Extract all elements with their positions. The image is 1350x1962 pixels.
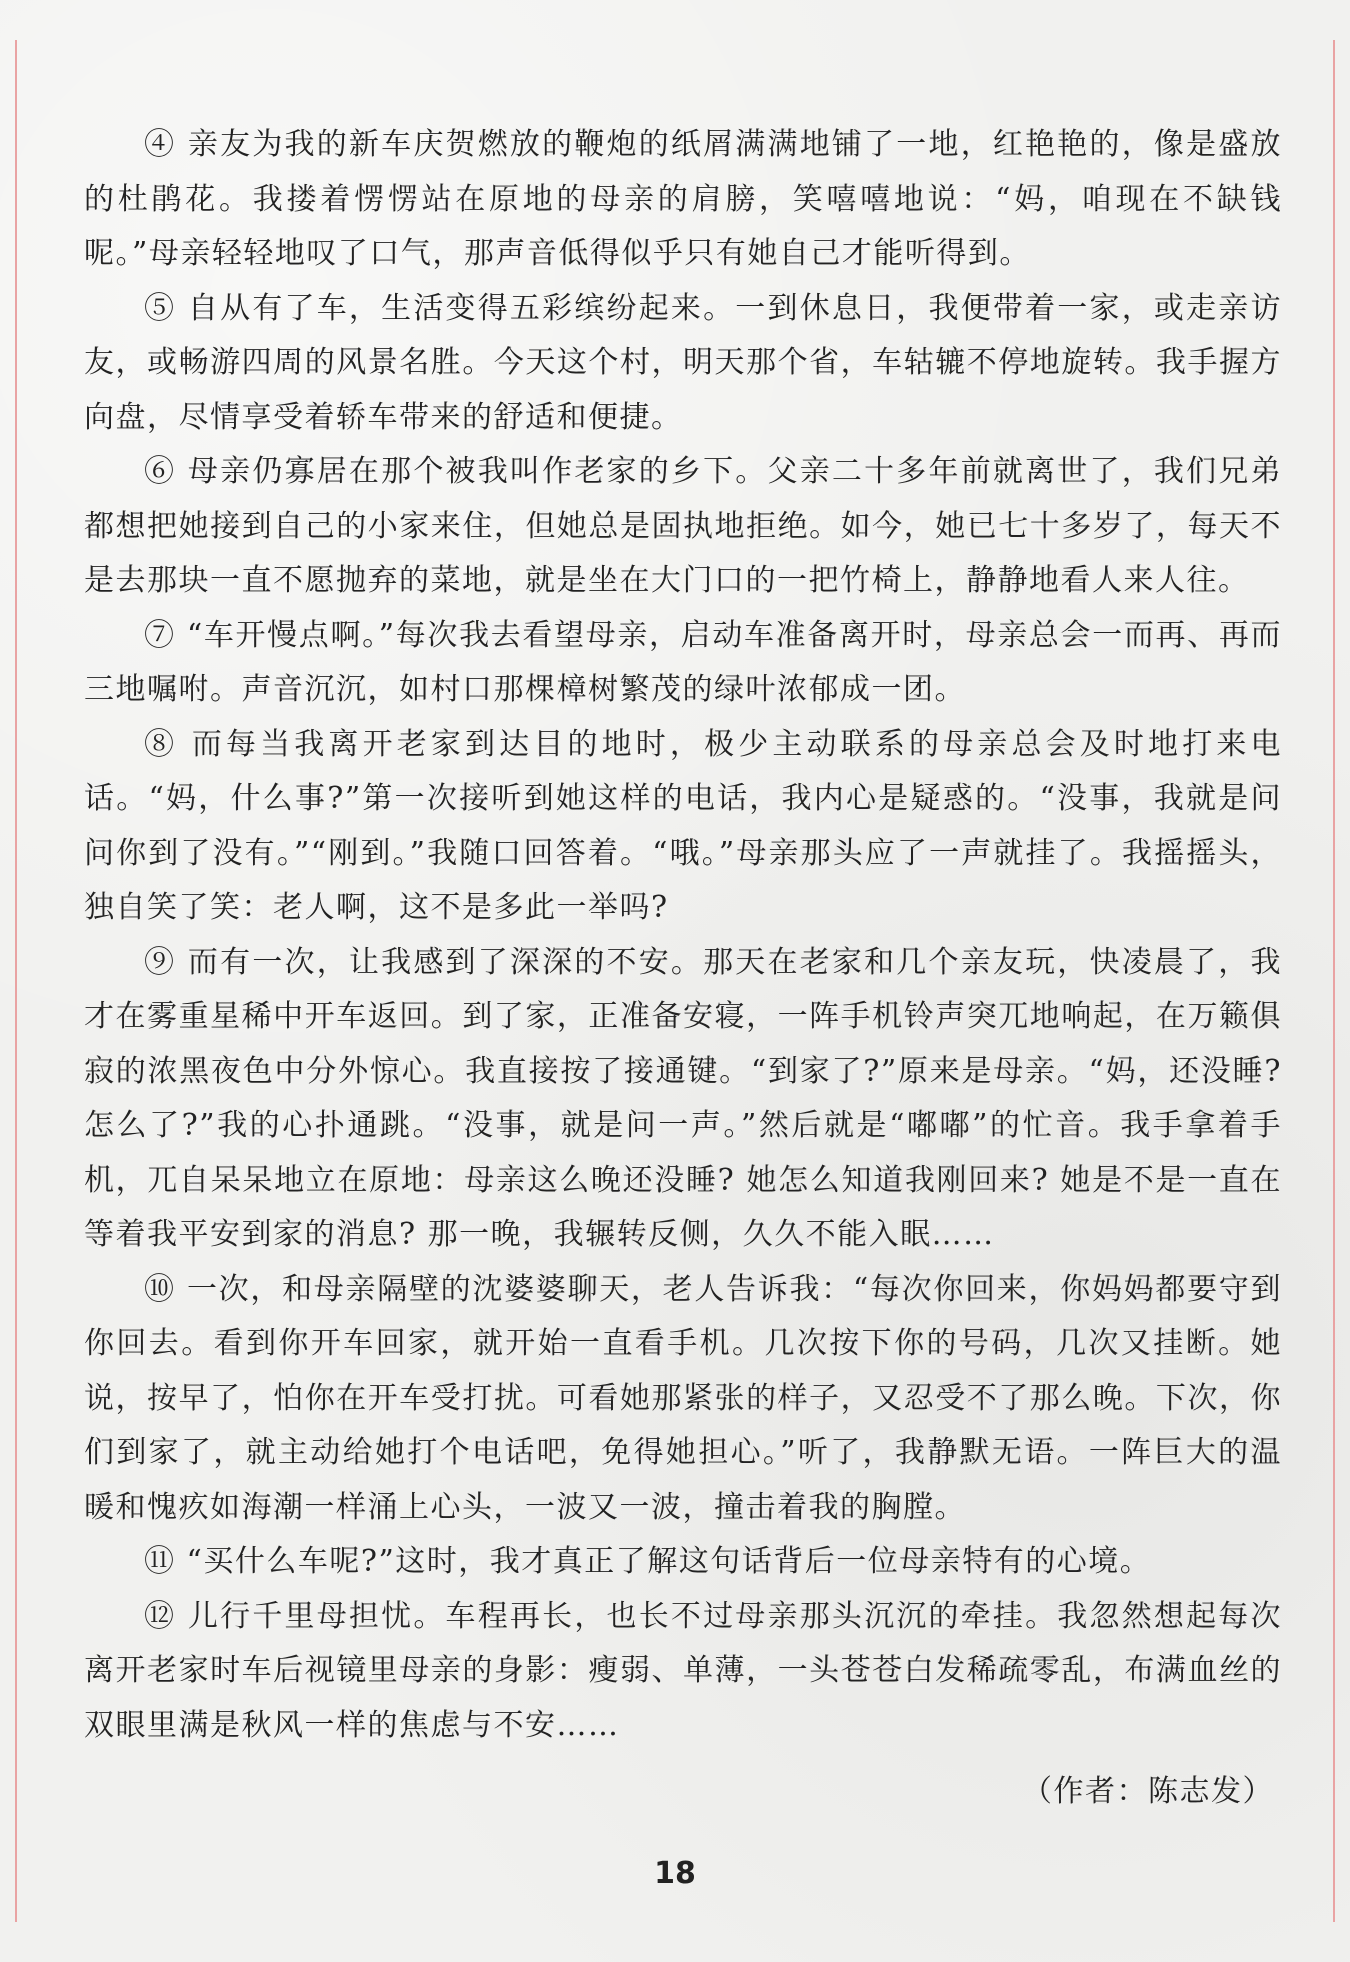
paragraph-9: ⑨ 而有一次，让我感到了深深的不安。那天在老家和几个亲友玩，快凌晨了，我才在雾重星稀中开车返回。到了家，正准备安寝，一阵手机铃声突兀地响起，在万籁俱寂的浓黑夜色中分外惊心。我直接按了接通键。“到家了?”原来是母亲。“妈，还没睡?怎么了?”我的心扑通跳。“没事，就是问一声。”然后就是“嘟嘟”的忙音。我手拿着手机，兀自呆呆地立在原地：母亲这么晚还没睡? 她怎么知道我刚回来? 她是不是一直在等着我平安到家的消息? 那一晚，我辗转反侧，久久不能入眠…… [84,944,1282,1252]
paragraph-8: ⑧ 而每当我离开老家到达目的地时，极少主动联系的母亲总会及时地打来电话。“妈，什么事?”第一次接听到她这样的电话，我内心是疑惑的。“没事，我就是问问你到了没有。”“刚到。”我随口回答着。“哦。”母亲那头应了一声就挂了。我摇摇头，独自笑了笑：老人啊，这不是多此一举吗? [84,726,1282,925]
author-credit: （作者：陈志发） [1022,1774,1274,1809]
page-number: 18 [654,1856,696,1891]
paragraph-11: ⑪ “买什么车呢?”这时，我才真正了解这句话背后一位母亲特有的心境。 [144,1544,1152,1579]
left-margin-line [15,40,17,1922]
paragraph-4: ④ 亲友为我的新车庆贺燃放的鞭炮的纸屑满满地铺了一地，红艳艳的，像是盛放的杜鹃花。我搂着愣愣站在原地的母亲的肩膀，笑嘻嘻地说：“妈，咱现在不缺钱呢。”母亲轻轻地叹了口气，那声音低得似乎只有她自己才能听得到。 [84,127,1282,271]
paragraph-5: ⑤ 自从有了车，生活变得五彩缤纷起来。一到休息日，我便带着一家，或走亲访友，或畅游四周的风景名胜。今天这个村，明天那个省，车轱辘不停地旋转。我手握方向盘，尽情享受着轿车带来的舒适和便捷。 [84,290,1282,435]
paragraph-10: ⑩ 一次，和母亲隔壁的沈婆婆聊天，老人告诉我：“每次你回来，你妈妈都要守到你回去。看到你开车回家，就开始一直看手机。几次按下你的号码，几次又挂断。她说，按早了，怕你在开车受打扰。可看她那紧张的样子，又忍受不了那么晚。下次，你们到家了，就主动给她打个电话吧，免得她担心。”听了，我静默无语。一阵巨大的温暖和愧疚如海潮一样涌上心头，一波又一波，撞击着我的胸膛。 [84,1271,1282,1525]
paragraph-6: ⑥ 母亲仍寡居在那个被我叫作老家的乡下。父亲二十多年前就离世了，我们兄弟都想把她接到自己的小家来住，但她总是固执地拒绝。如今，她已七十多岁了，每天不是去那块一直不愿抛弃的菜地，就是坐在大门口的一把竹椅上，静静地看人来人往。 [84,454,1282,598]
article-body [84,118,1282,1820]
paragraph-12: ⑫ 儿行千里母担忧。车程再长，也长不过母亲那头沉沉的牵挂。我忽然想起每次离开老家时车后视镜里母亲的身影：瘦弱、单薄，一头苍苍白发稀疏零乱，布满血丝的双眼里满是秋风一样的焦虑与不安…… [84,1598,1282,1743]
right-margin-line [1333,40,1335,1922]
paragraph-7: ⑦ “车开慢点啊。”每次我去看望母亲，启动车准备离开时，母亲总会一而再、再而三地嘱咐。声音沉沉，如村口那棵樟树繁茂的绿叶浓郁成一团。 [84,617,1282,707]
